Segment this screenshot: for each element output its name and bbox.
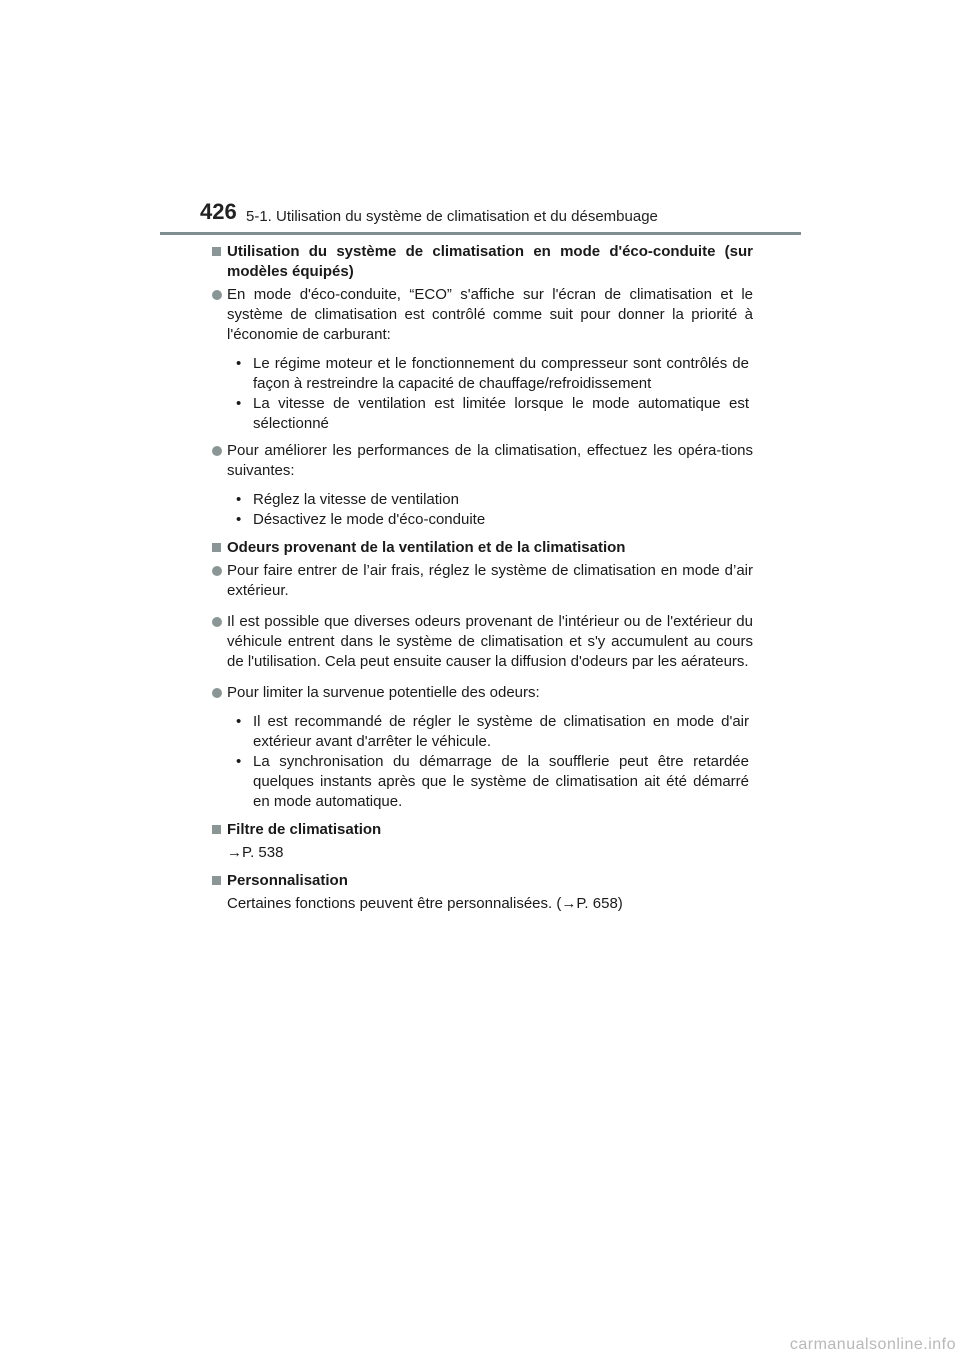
- bullet-text: Pour limiter la survenue potentielle des odeurs:: [227, 684, 540, 701]
- section-title-eco: [210, 242, 753, 282]
- list-item: [210, 712, 753, 752]
- square-bullet-icon: [212, 825, 221, 834]
- bullet-text: Pour améliorer les performances de la climatisation, effectuez les opéra-tions suivantes:: [227, 442, 753, 479]
- custom-text: Certaines fonctions peuvent être personnalisées. (→P. 658): [227, 895, 623, 912]
- odors-bullet-1: [210, 561, 753, 601]
- page-number: 426: [200, 199, 237, 224]
- bullet-mark: •: [236, 491, 242, 508]
- eco-bullet-2: [210, 441, 753, 481]
- bullet-mark: •: [236, 355, 242, 372]
- bullet-mark: •: [236, 753, 242, 770]
- section-title-custom: [210, 871, 753, 891]
- header-divider: [160, 232, 801, 235]
- list-item-text: Désactivez le mode d'éco-conduite: [253, 511, 486, 528]
- list-item: [210, 354, 753, 394]
- filter-page-reference: →P. 538: [227, 844, 284, 861]
- square-bullet-icon: [212, 543, 221, 552]
- square-bullet-icon: [212, 876, 221, 885]
- section-title-text: Utilisation du système de climatisation en mode d'éco-conduite (sur modèles équipés): [227, 243, 753, 280]
- list-item-text: Il est recommandé de régler le système de climatisation en mode d'air extérieur avant d'arrêter le véhicule.: [253, 713, 749, 750]
- bullet-text: Pour faire entrer de l’air frais, réglez le système de climatisation en mode d’air extérieur.: [227, 562, 753, 599]
- circle-bullet-icon: [212, 566, 222, 576]
- bullet-text: Il est possible que diverses odeurs provenant de l'intérieur ou de l'extérieur du véhicule entrent dans le système de climatisation et s'y accumulent au cours de l'utilisation. Cela peut ensuite causer la diffusion d'odeurs par les aérateurs.: [227, 613, 753, 670]
- list-item: [210, 394, 753, 434]
- section-title-text: Odeurs provenant de la ventilation et de la climatisation: [227, 539, 626, 556]
- bullet-text: En mode d'éco-conduite, “ECO” s'affiche sur l'écran de climatisation et le système de climatisation est contrôlé comme suit pour donner la priorité à l'économie de carburant:: [227, 286, 753, 343]
- page-content: [210, 242, 753, 917]
- chapter-title: 5-1. Utilisation du système de climatisation et du désembuage: [246, 208, 658, 225]
- bullet-mark: •: [236, 713, 242, 730]
- list-item: [210, 752, 753, 812]
- circle-bullet-icon: [212, 290, 222, 300]
- list-item-text: Le régime moteur et le fonctionnement du compresseur sont contrôlés de façon à restreindre la capacité de chauffage/refroidissement: [253, 355, 749, 392]
- bullet-mark: •: [236, 395, 242, 412]
- list-item: [210, 490, 753, 510]
- circle-bullet-icon: [212, 446, 222, 456]
- section-title-odors: [210, 538, 753, 558]
- bullet-mark: •: [236, 511, 242, 528]
- section-title-filter: [210, 820, 753, 840]
- list-item: [210, 510, 753, 530]
- circle-bullet-icon: [212, 688, 222, 698]
- watermark: carmanualsonline.info: [789, 1336, 956, 1353]
- list-item-text: La synchronisation du démarrage de la soufflerie peut être retardée quelques instants après que le système de climatisation ait été démarré en mode automatique.: [253, 753, 749, 810]
- circle-bullet-icon: [212, 617, 222, 627]
- odors-bullet-2: [210, 612, 753, 672]
- section-title-text: Personnalisation: [227, 872, 348, 889]
- list-item-text: Réglez la vitesse de ventilation: [253, 491, 459, 508]
- page-header: [0, 0, 960, 240]
- section-title-text: Filtre de climatisation: [227, 821, 382, 838]
- list-item-text: La vitesse de ventilation est limitée lorsque le mode automatique est sélectionné: [253, 395, 749, 432]
- odors-bullet-3: [210, 683, 753, 703]
- eco-bullet-1: [210, 285, 753, 345]
- square-bullet-icon: [212, 247, 221, 256]
